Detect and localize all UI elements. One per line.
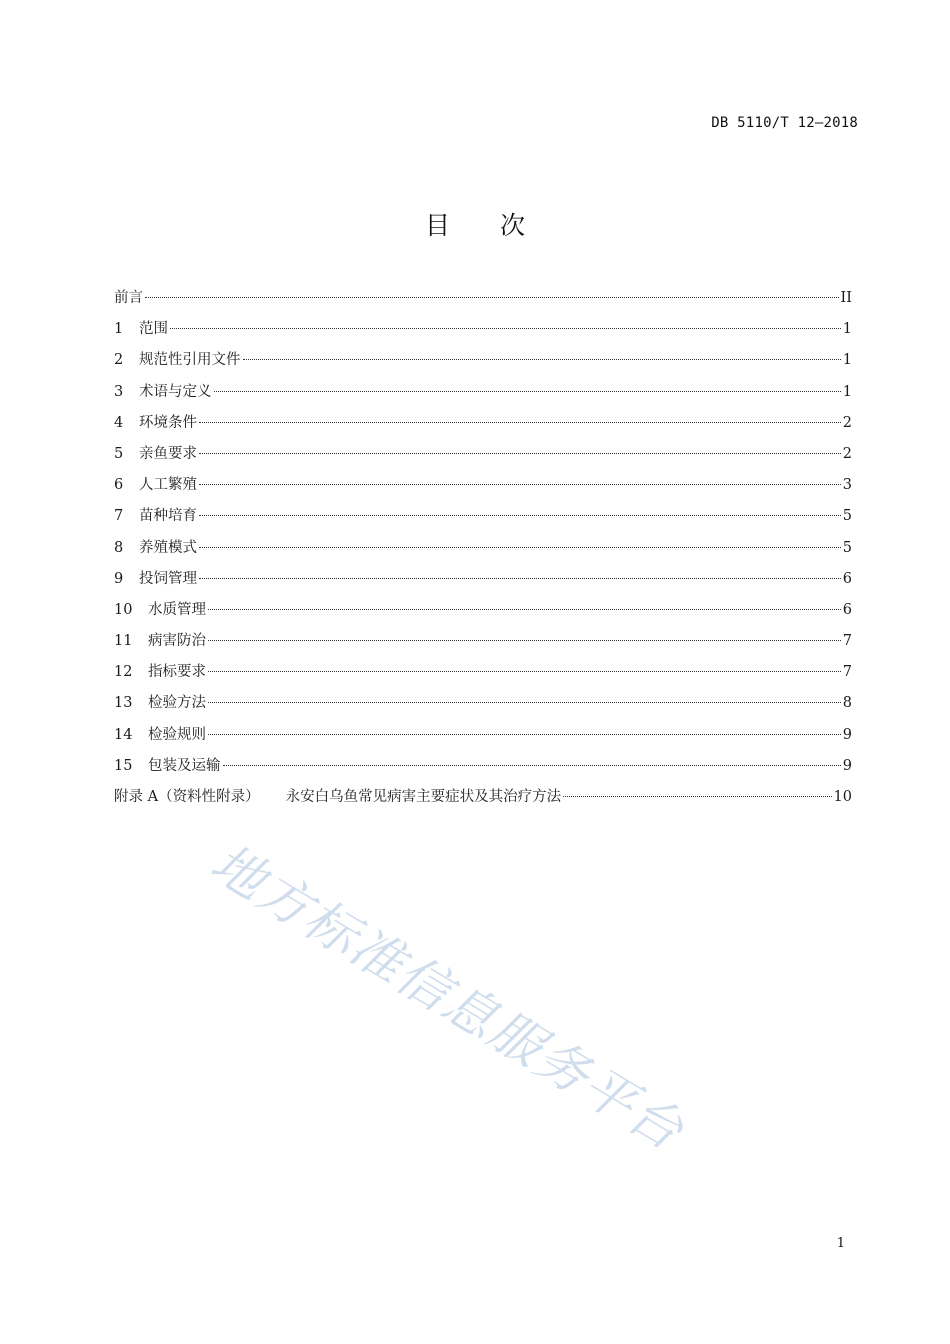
toc-entry-number: 13 — [114, 695, 133, 712]
toc-entry-page: 2 — [842, 414, 852, 431]
appendix-prefix: 附录 A（资料性附录） — [114, 789, 260, 805]
toc-entry-label: 范围 — [139, 321, 168, 338]
toc-entry-number: 12 — [114, 664, 133, 681]
toc-entry-page: 1 — [842, 352, 852, 369]
dot-leader — [145, 297, 839, 298]
toc-entry-label: 检验规则 — [148, 726, 206, 743]
toc-entry-page: II — [840, 290, 852, 306]
toc-entry-8[interactable] — [114, 534, 852, 565]
toc-entry-number: 3 — [114, 383, 124, 400]
toc-entry-label: 养殖模式 — [139, 539, 197, 556]
toc-entry-13[interactable] — [114, 689, 852, 720]
dot-leader — [208, 702, 841, 703]
toc-entry-number: 14 — [114, 726, 133, 743]
toc-entry-12[interactable] — [114, 658, 852, 689]
toc-entry-page: 2 — [842, 445, 852, 462]
dot-leader — [199, 453, 841, 454]
toc-entry-label: 环境条件 — [139, 414, 197, 431]
table-of-contents — [114, 284, 852, 814]
dot-leader — [208, 640, 841, 641]
toc-entry-label: 包装及运输 — [148, 757, 221, 774]
toc-entry-number: 2 — [114, 352, 124, 369]
page-number: 1 — [836, 1236, 845, 1251]
toc-entry-page: 1 — [842, 383, 852, 400]
toc-entry-label: 规范性引用文件 — [139, 352, 241, 369]
dot-leader — [223, 765, 841, 766]
toc-entry-1[interactable] — [114, 315, 852, 346]
toc-entry-label: 水质管理 — [148, 601, 206, 618]
toc-entry-number: 8 — [114, 539, 124, 556]
toc-entry-label: 术语与定义 — [139, 383, 212, 400]
toc-entry-label: 亲鱼要求 — [139, 445, 197, 462]
toc-entry-15[interactable] — [114, 752, 852, 783]
toc-entry-9[interactable] — [114, 565, 852, 596]
toc-entry-label: 投饲管理 — [139, 570, 197, 587]
toc-entry-number: 10 — [114, 601, 133, 618]
appendix-title: 永安白乌鱼常见病害主要症状及其治疗方法 — [285, 789, 562, 805]
toc-entry-number: 15 — [114, 757, 133, 774]
toc-entry-number: 6 — [114, 477, 124, 494]
toc-entry-14[interactable] — [114, 721, 852, 752]
dot-leader — [208, 671, 841, 672]
toc-entry-10[interactable] — [114, 596, 852, 627]
title-char-1: 目 — [424, 211, 450, 240]
toc-entry-3[interactable] — [114, 378, 852, 409]
toc-entry-page: 6 — [842, 570, 852, 587]
dot-leader — [243, 359, 841, 360]
title-char-2: 次 — [500, 211, 526, 240]
toc-entry-appendix-a[interactable] — [114, 783, 852, 814]
toc-entry-label: 病害防治 — [148, 633, 206, 650]
toc-entry-page: 10 — [833, 789, 852, 805]
page-title — [0, 206, 950, 242]
toc-entry-label — [114, 783, 561, 811]
dot-leader — [208, 609, 841, 610]
toc-entry-page: 1 — [842, 321, 852, 338]
toc-entry-label: 检验方法 — [148, 695, 206, 712]
toc-entry-label: 人工繁殖 — [139, 477, 197, 494]
toc-entry-page: 8 — [842, 695, 852, 712]
toc-entry-number: 9 — [114, 570, 124, 587]
toc-entry-label: 前言 — [114, 290, 143, 306]
toc-entry-label: 苗种培育 — [139, 508, 197, 525]
dot-leader — [170, 328, 841, 329]
toc-entry-label: 指标要求 — [148, 664, 206, 681]
toc-entry-number: 11 — [114, 633, 133, 650]
toc-entry-7[interactable] — [114, 502, 852, 533]
toc-entry-6[interactable] — [114, 471, 852, 502]
toc-entry-11[interactable] — [114, 627, 852, 658]
toc-entry-page: 7 — [842, 633, 852, 650]
dot-leader — [214, 391, 841, 392]
toc-entry-number: 4 — [114, 414, 124, 431]
toc-entry-page: 5 — [842, 508, 852, 525]
toc-entry-4[interactable] — [114, 409, 852, 440]
toc-entry-page: 6 — [842, 601, 852, 618]
dot-leader — [199, 422, 841, 423]
toc-entry-number: 7 — [114, 508, 124, 525]
dot-leader — [563, 796, 831, 797]
toc-entry-page: 5 — [842, 539, 852, 556]
toc-entry-2[interactable] — [114, 346, 852, 377]
toc-entry-preface[interactable] — [114, 284, 852, 315]
toc-entry-5[interactable] — [114, 440, 852, 471]
dot-leader — [199, 578, 841, 579]
document-code: DB 5110/T 12—2018 — [711, 115, 858, 131]
dot-leader — [199, 547, 841, 548]
dot-leader — [199, 484, 841, 485]
toc-entry-page: 3 — [842, 477, 852, 494]
toc-entry-number: 1 — [114, 321, 124, 338]
toc-entry-page: 9 — [842, 726, 852, 743]
toc-entry-page: 7 — [842, 664, 852, 681]
dot-leader — [208, 734, 841, 735]
toc-entry-number: 5 — [114, 445, 124, 462]
watermark: 地方标准信息服务平台 — [200, 833, 695, 1163]
dot-leader — [199, 515, 841, 516]
toc-entry-page: 9 — [842, 757, 852, 774]
